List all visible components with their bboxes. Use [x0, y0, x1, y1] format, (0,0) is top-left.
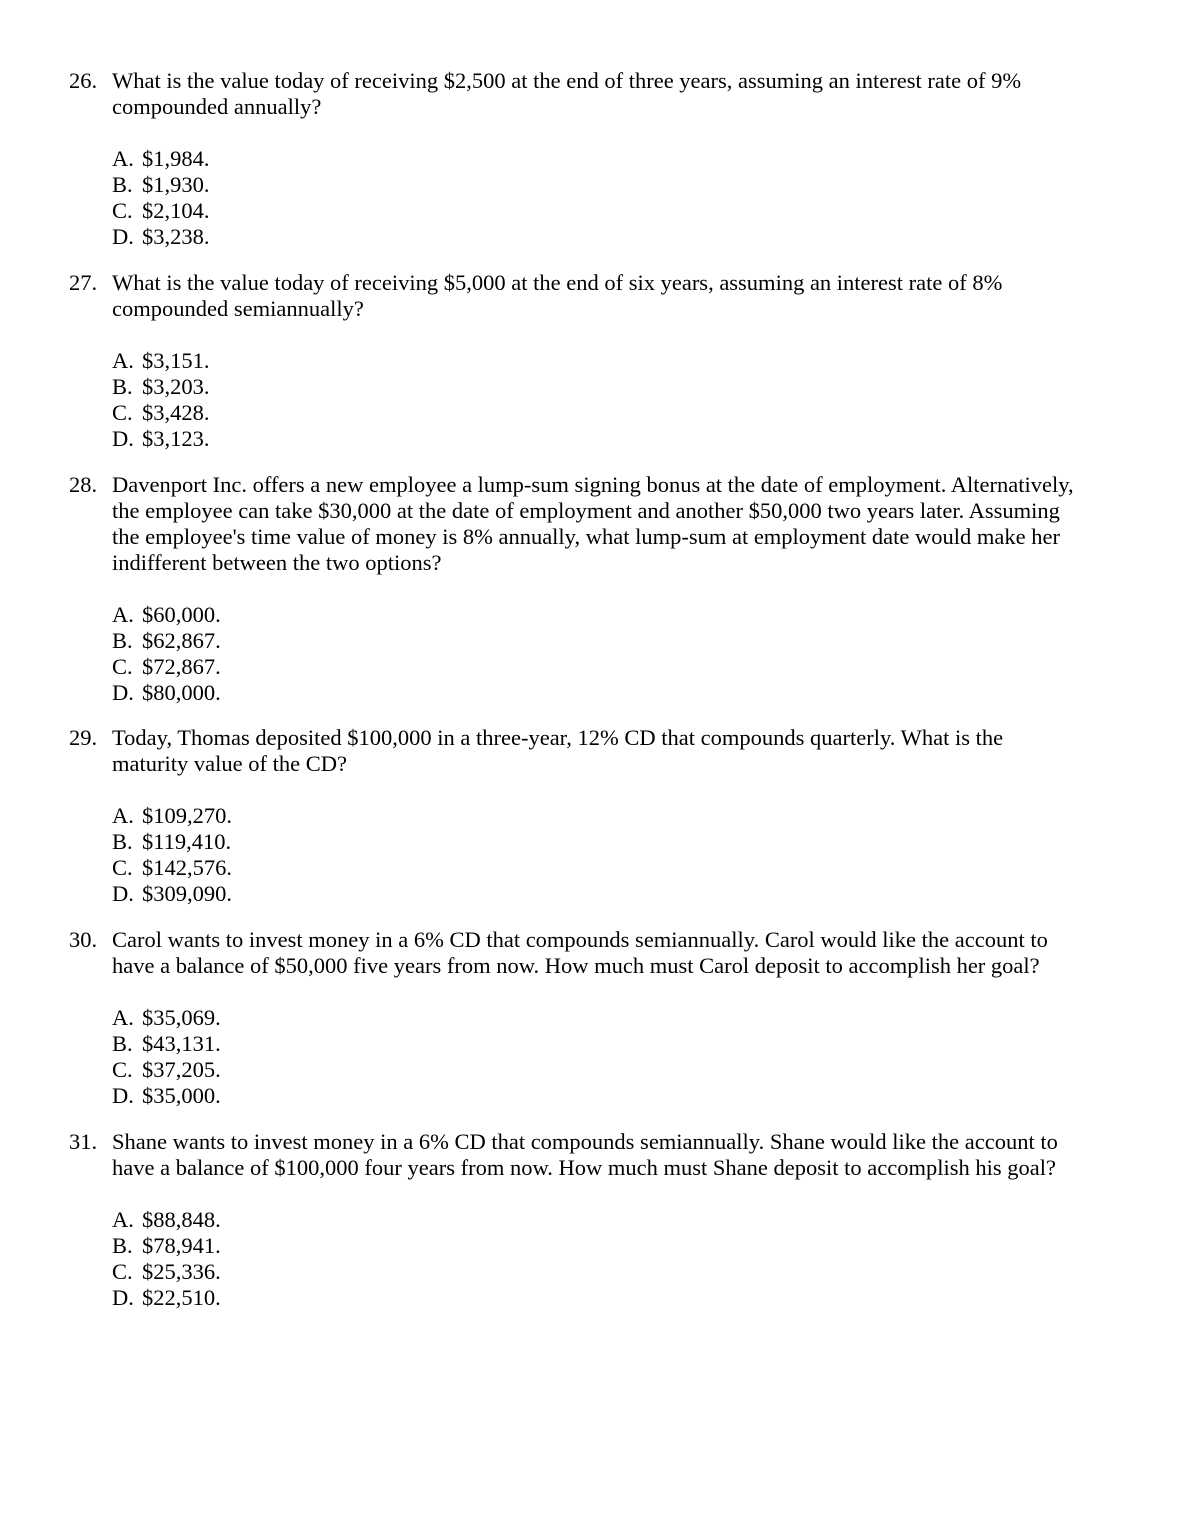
- question-number: 28.: [69, 472, 98, 497]
- option-letter: C.: [112, 654, 133, 679]
- option-letter: D.: [112, 224, 134, 249]
- answer-option-b: [112, 1233, 712, 1259]
- answer-option-c: [112, 1259, 712, 1285]
- option-text: $1,984.: [142, 146, 210, 171]
- option-text: $88,848.: [142, 1207, 221, 1232]
- question-number: 27.: [69, 270, 98, 295]
- option-text: $22,510.: [142, 1285, 221, 1310]
- answer-option-a: [112, 348, 712, 374]
- option-letter: C.: [112, 400, 133, 425]
- answer-option-b: [112, 1031, 712, 1057]
- question-line: compounded semiannually?: [112, 296, 364, 321]
- answer-option-a: [112, 1005, 712, 1031]
- answer-options: [112, 348, 712, 452]
- answer-option-d: [112, 224, 712, 250]
- option-text: $309,090.: [142, 881, 232, 906]
- question-number: 26.: [69, 68, 98, 93]
- answer-option-a: [112, 602, 712, 628]
- answer-option-c: [112, 400, 712, 426]
- option-text: $119,410.: [142, 829, 232, 854]
- answer-options: [112, 1005, 712, 1109]
- answer-options: [112, 1207, 712, 1311]
- option-letter: C.: [112, 1057, 133, 1082]
- question-text: [112, 1129, 1122, 1181]
- option-text: $2,104.: [142, 198, 210, 223]
- question-line: have a balance of $50,000 five years from now. How much must Carol deposit to accomplish her goal?: [112, 953, 1040, 978]
- option-text: $37,205.: [142, 1057, 221, 1082]
- option-letter: C.: [112, 855, 133, 880]
- option-letter: B.: [112, 374, 133, 399]
- question-line: Today, Thomas deposited $100,000 in a three-year, 12% CD that compounds quarterly. What is the: [112, 725, 1004, 750]
- option-text: $3,203.: [142, 374, 210, 399]
- question-line: compounded annually?: [112, 94, 322, 119]
- answer-option-d: [112, 680, 712, 706]
- answer-option-d: [112, 426, 712, 452]
- option-letter: B.: [112, 1233, 133, 1258]
- question-line: the employee's time value of money is 8% annually, what lump-sum at employment date would make her: [112, 524, 1060, 549]
- option-letter: A.: [112, 1005, 134, 1030]
- option-letter: A.: [112, 602, 134, 627]
- option-text: $3,428.: [142, 400, 210, 425]
- question-line: have a balance of $100,000 four years from now. How much must Shane deposit to accomplish his goal?: [112, 1155, 1056, 1180]
- option-letter: C.: [112, 198, 133, 223]
- question-number: 30.: [69, 927, 98, 952]
- answer-options: [112, 803, 712, 907]
- answer-option-c: [112, 198, 712, 224]
- option-letter: D.: [112, 1083, 134, 1108]
- option-letter: B.: [112, 1031, 133, 1056]
- question-line: Shane wants to invest money in a 6% CD that compounds semiannually. Shane would like the account to: [112, 1129, 1058, 1154]
- option-letter: A.: [112, 1207, 134, 1232]
- answer-option-d: [112, 1285, 712, 1311]
- option-letter: C.: [112, 1259, 133, 1284]
- question-line: What is the value today of receiving $5,000 at the end of six years, assuming an interest rate of 8%: [112, 270, 1003, 295]
- option-letter: D.: [112, 1285, 134, 1310]
- option-letter: D.: [112, 881, 134, 906]
- option-letter: A.: [112, 146, 134, 171]
- option-text: $3,151.: [142, 348, 210, 373]
- answer-option-c: [112, 654, 712, 680]
- option-letter: B.: [112, 172, 133, 197]
- answer-options: [112, 602, 712, 706]
- question-line: maturity value of the CD?: [112, 751, 347, 776]
- answer-option-b: [112, 628, 712, 654]
- question-line: Carol wants to invest money in a 6% CD that compounds semiannually. Carol would like the account to: [112, 927, 1048, 952]
- option-letter: D.: [112, 680, 134, 705]
- answer-option-a: [112, 803, 712, 829]
- option-text: $3,238.: [142, 224, 210, 249]
- question-line: the employee can take $30,000 at the date of employment and another $50,000 two years later. Assuming: [112, 498, 1060, 523]
- option-letter: B.: [112, 829, 133, 854]
- answer-option-c: [112, 855, 712, 881]
- option-text: $62,867.: [142, 628, 221, 653]
- option-text: $3,123.: [142, 426, 210, 451]
- answer-option-a: [112, 146, 712, 172]
- question-number: 29.: [69, 725, 98, 750]
- question-number: 31.: [69, 1129, 98, 1154]
- question-text: [112, 927, 1122, 979]
- option-letter: D.: [112, 426, 134, 451]
- answer-option-d: [112, 881, 712, 907]
- question-line: What is the value today of receiving $2,500 at the end of three years, assuming an interest rate of 9%: [112, 68, 1022, 93]
- option-text: $60,000.: [142, 602, 221, 627]
- option-letter: B.: [112, 628, 133, 653]
- question-text: [112, 725, 1122, 777]
- question-text: [112, 270, 1122, 322]
- answer-option-d: [112, 1083, 712, 1109]
- option-text: $25,336.: [142, 1259, 221, 1284]
- option-text: $109,270.: [142, 803, 232, 828]
- question-text: [112, 472, 1122, 576]
- question-line: indifferent between the two options?: [112, 550, 442, 575]
- option-letter: A.: [112, 803, 134, 828]
- option-text: $78,941.: [142, 1233, 221, 1258]
- option-text: $43,131.: [142, 1031, 221, 1056]
- option-text: $1,930.: [142, 172, 210, 197]
- answer-option-b: [112, 374, 712, 400]
- answer-options: [112, 146, 712, 250]
- question-text: [112, 68, 1122, 120]
- option-letter: A.: [112, 348, 134, 373]
- option-text: $35,000.: [142, 1083, 221, 1108]
- option-text: $80,000.: [142, 680, 221, 705]
- option-text: $142,576.: [142, 855, 232, 880]
- answer-option-c: [112, 1057, 712, 1083]
- answer-option-b: [112, 829, 712, 855]
- question-line: Davenport Inc. offers a new employee a lump-sum signing bonus at the date of employment. Alternatively,: [112, 472, 1074, 497]
- option-text: $35,069.: [142, 1005, 221, 1030]
- option-text: $72,867.: [142, 654, 221, 679]
- answer-option-b: [112, 172, 712, 198]
- answer-option-a: [112, 1207, 712, 1233]
